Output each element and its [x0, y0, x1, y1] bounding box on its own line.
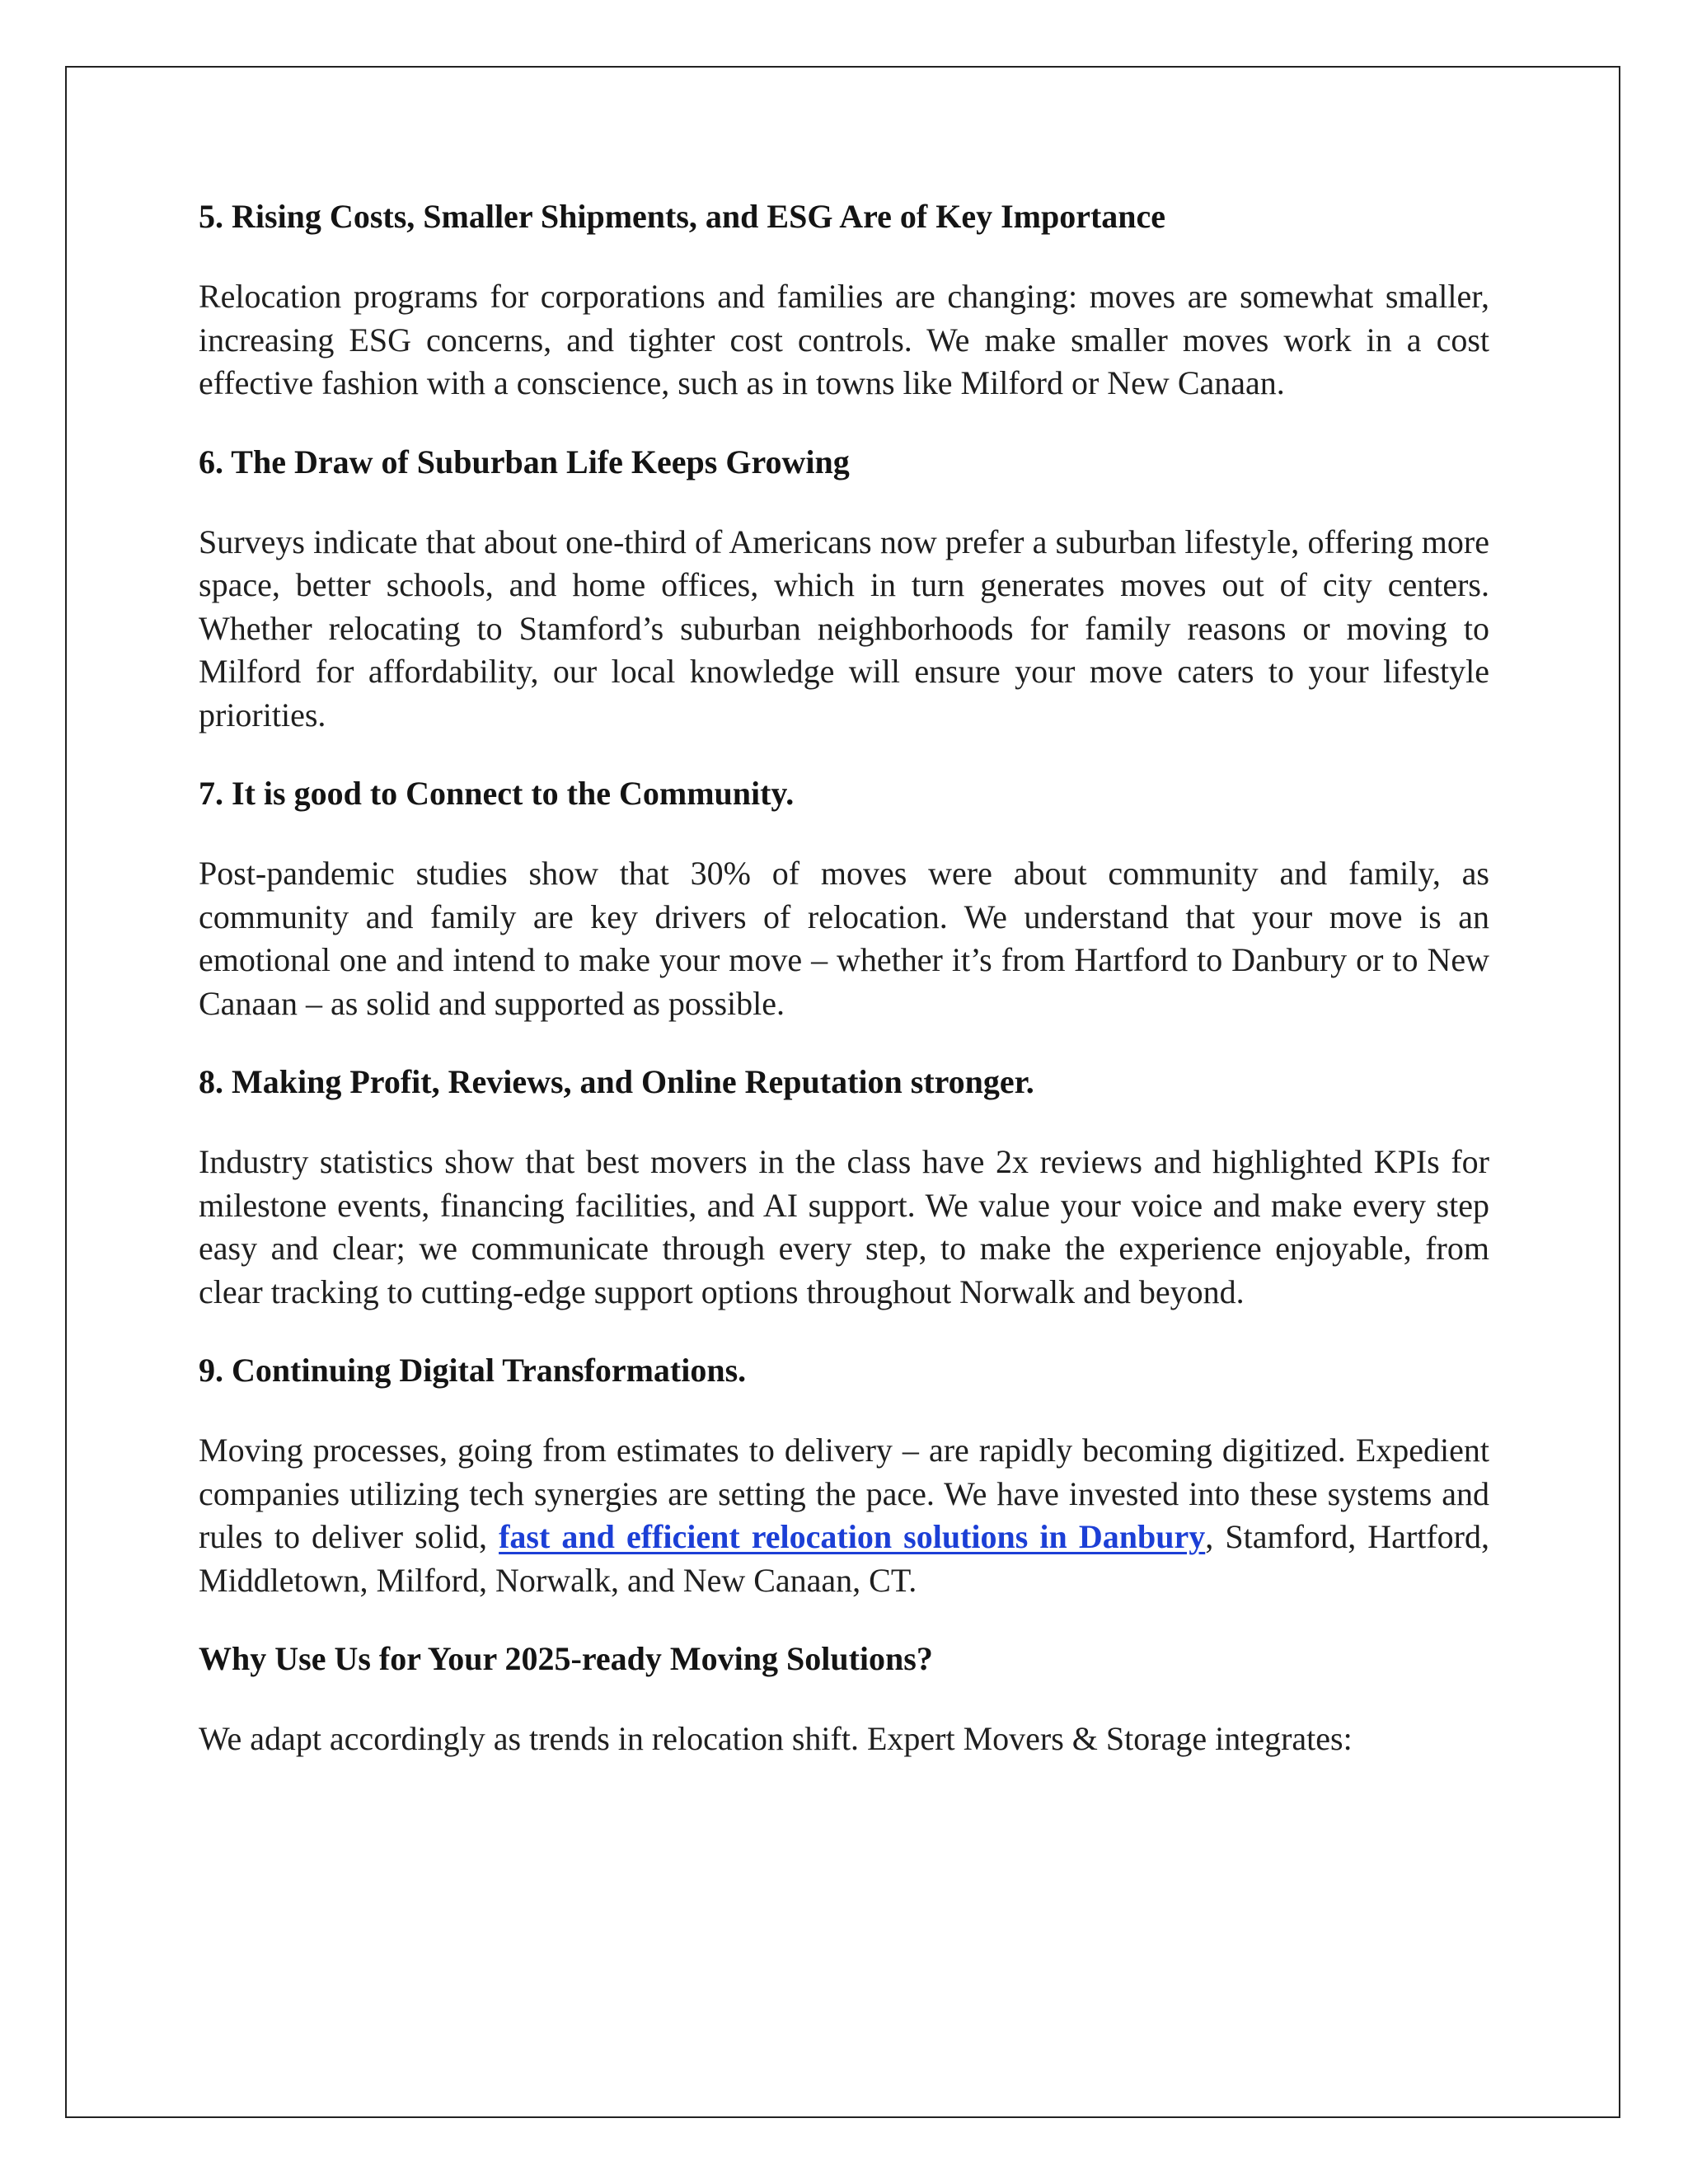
- heading-section-9: 9. Continuing Digital Transformations.: [199, 1352, 747, 1389]
- heading-section-6: 6. The Draw of Suburban Life Keeps Growing: [199, 443, 850, 480]
- relocation-solutions-danbury-link[interactable]: fast and efficient relocation solutions in Danbury: [499, 1518, 1206, 1555]
- paragraph-section-9-text-before-link: Moving processes, going from estimates to delivery – are rapidly becoming digitized. Expedient companies utilizing tech synergies are setting the pace. We have invested into these systems and rules to deliver solid,: [199, 1432, 1489, 1555]
- heading-why-use-us: Why Use Us for Your 2025-ready Moving Solutions?: [199, 1640, 933, 1677]
- paragraph-section-5: Relocation programs for corporations and families are changing: moves are somewhat smaller, increasing ESG concerns, and tighter cost controls. We make smaller moves work in a cost effective fashion with a conscience, such as in towns like Milford or New Canaan.: [199, 278, 1489, 401]
- paragraph-section-9: [199, 1429, 1489, 1602]
- heading-section-5: 5. Rising Costs, Smaller Shipments, and ESG Are of Key Importance: [199, 198, 1166, 235]
- document-content: [199, 194, 1489, 1796]
- paragraph-section-6: Surveys indicate that about one-third of Americans now prefer a suburban lifestyle, offering more space, better schools, and home offices, which in turn generates moves out of city centers. Whether relocating to Stamford’s suburban neighborhoods for family reasons or moving to Milford for affordability, our local knowledge will ensure your move caters to your lifestyle priorities.: [199, 523, 1489, 733]
- paragraph-section-7: Post-pandemic studies show that 30% of moves were about community and family, as community and family are key drivers of relocation. We understand that your move is an emotional one and intend to make your move – whether it’s from Hartford to Danbury or to New Canaan – as solid and supported as possible.: [199, 855, 1489, 1022]
- heading-section-8: 8. Making Profit, Reviews, and Online Reputation stronger.: [199, 1063, 1034, 1100]
- paragraph-section-8: Industry statistics show that best movers in the class have 2x reviews and highlighted KPIs for milestone events, financing facilities, and AI support. We value your voice and make every step easy and clear; we communicate through every step, to make the experience enjoyable, from clear tracking to cutting-edge support options throughout Norwalk and beyond.: [199, 1143, 1489, 1310]
- heading-section-7: 7. It is good to Connect to the Community.: [199, 775, 795, 812]
- paragraph-section-9-text-after-link: , Stamford, Hartford, Middletown, Milford, Norwalk, and New Canaan, CT.: [199, 1518, 1490, 1599]
- paragraph-why-use-us: We adapt accordingly as trends in relocation shift. Expert Movers & Storage integrates:: [199, 1720, 1353, 1757]
